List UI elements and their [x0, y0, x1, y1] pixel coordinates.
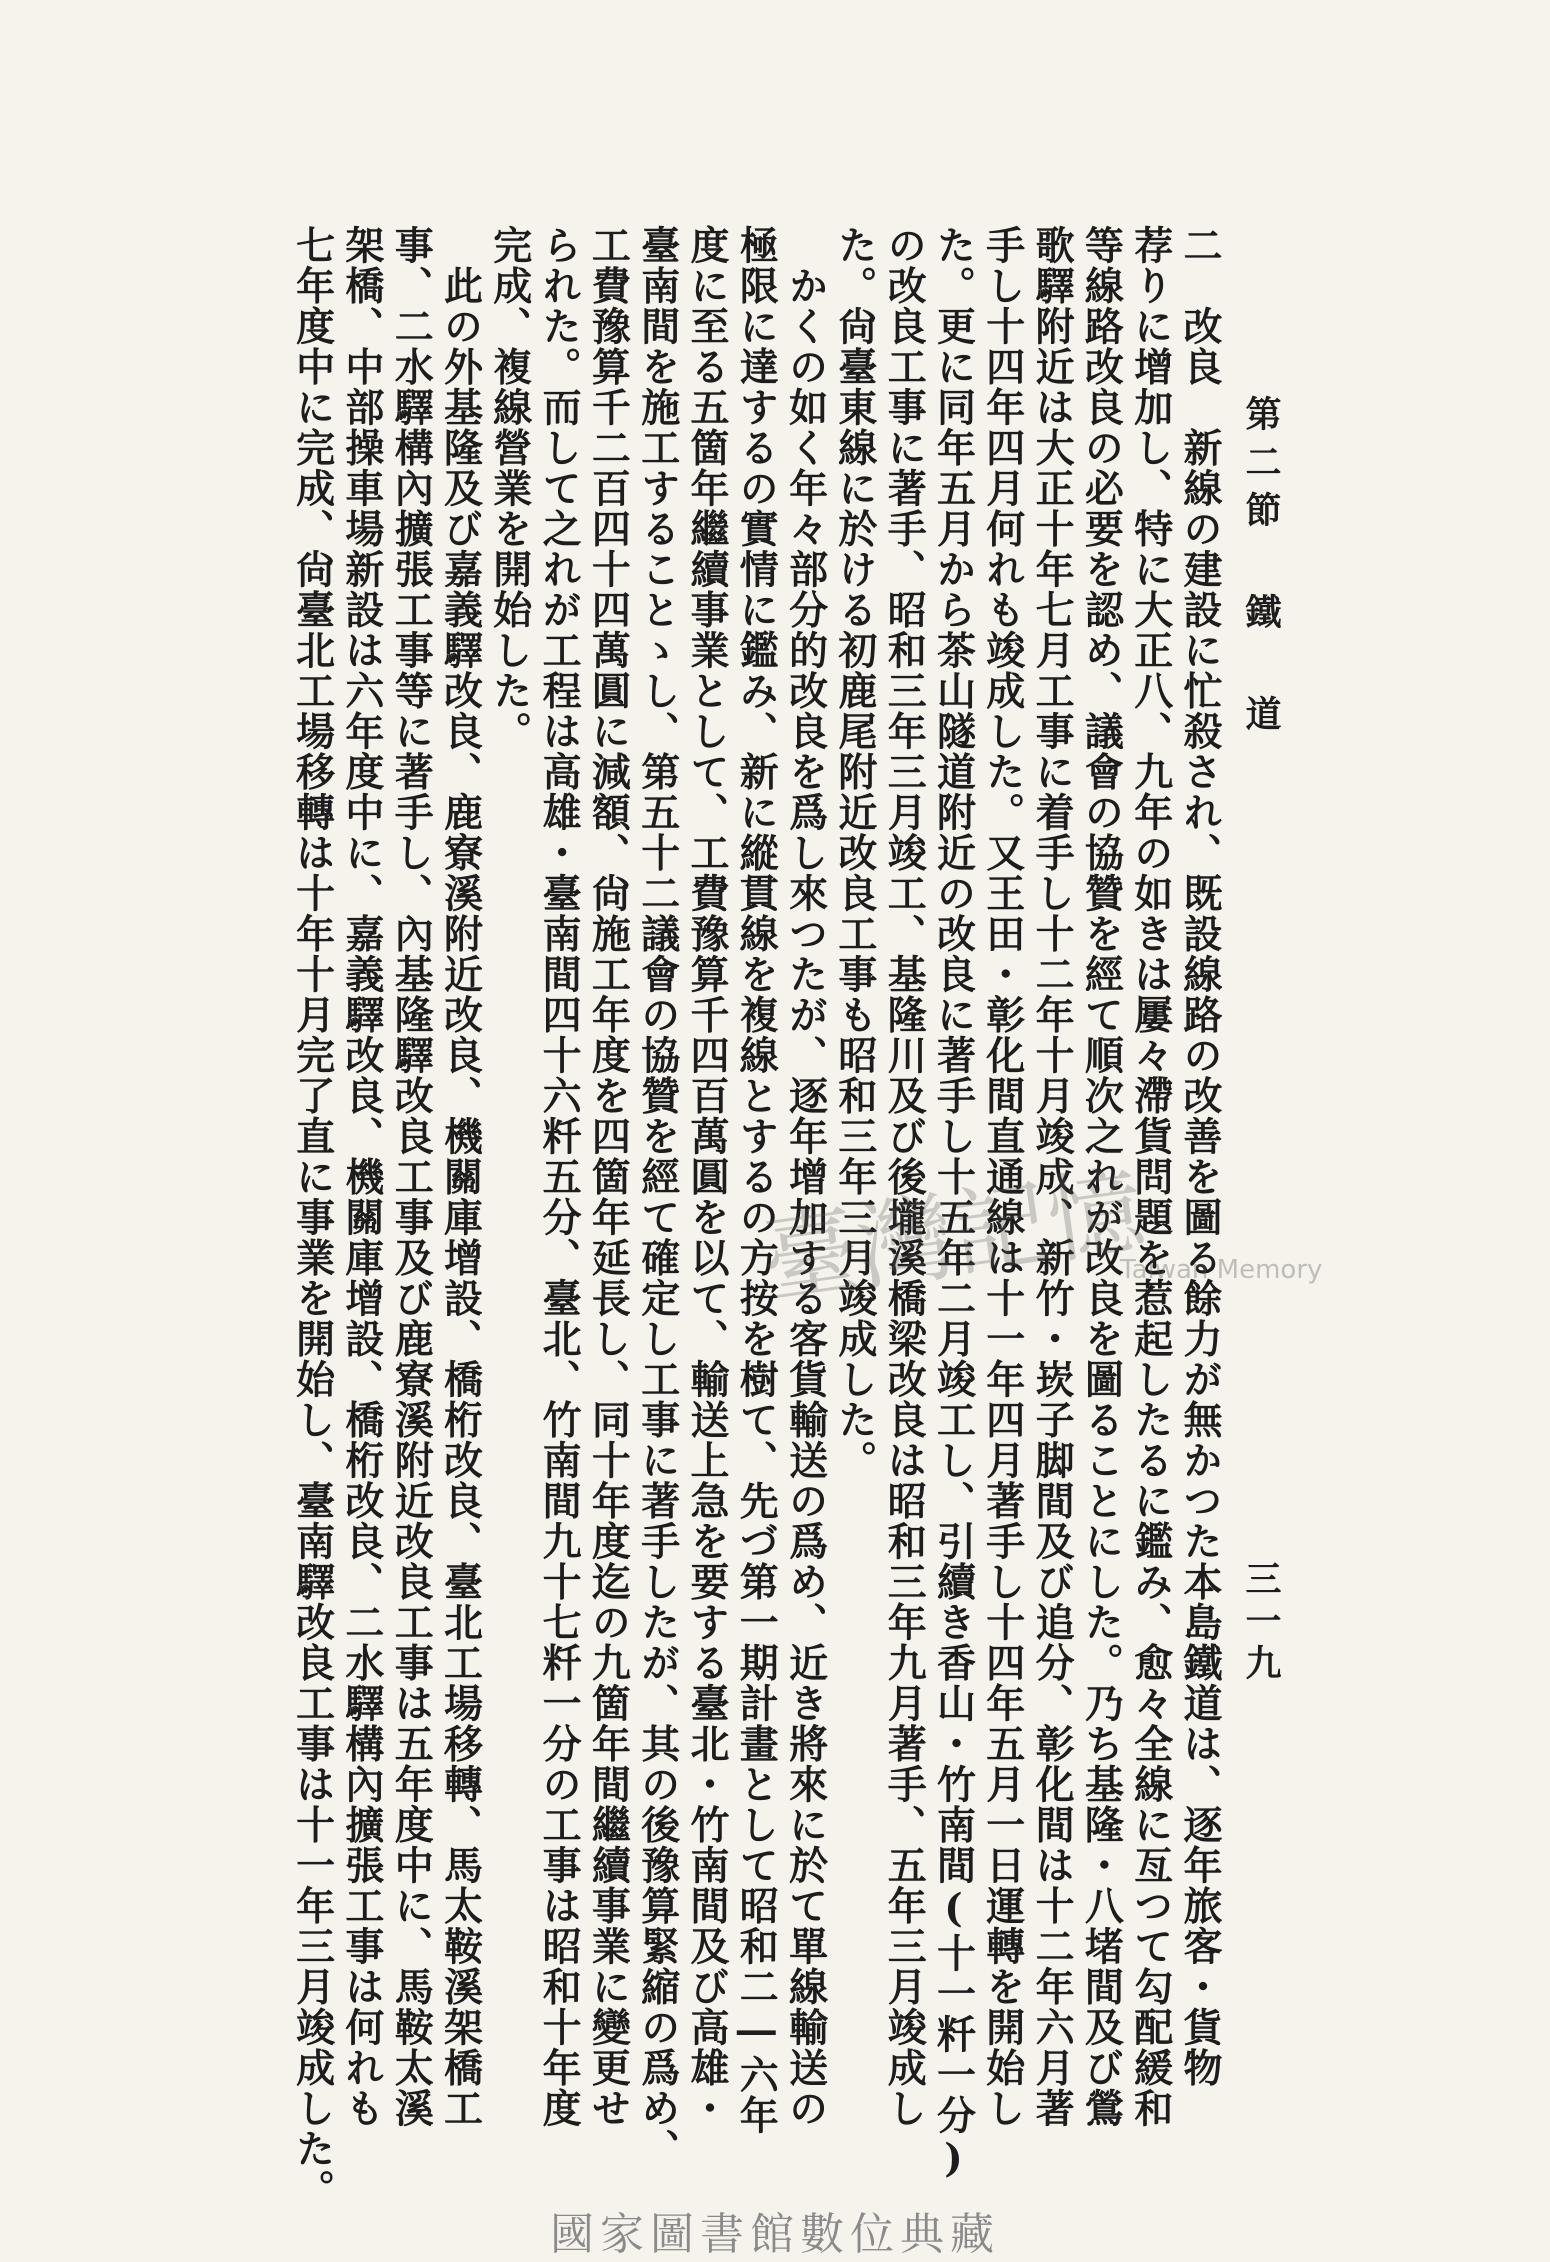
page-number: 三一九 [1240, 1560, 1282, 1686]
section-header: 第二節 鐵 道 [1240, 395, 1282, 743]
text-column: 此の外基隆及び嘉義驛改良、鹿寮溪附近改良、機關庫增設、橋桁改良、臺北工場移轉、馬太鞍溪架橋工 [437, 225, 484, 2129]
text-column: かくの如く年々部分的改良を爲し來つたが、逐年增加する客貨輸送の爲め、近き將來に於て單線輸送の [782, 225, 829, 2129]
watermark-logo: 臺灣記憶 [755, 1153, 1151, 1319]
text-column: 度に至る五箇年繼續事業として、工費豫算千四百萬圓を以て、輸送上急を要する臺北・竹南間及び高雄・ [684, 225, 730, 2129]
text-column: 荐りに增加し、特に大正八、九年の如きは屢々滯貨問題を惹起したるに鑑み、愈々全線に亙つて勾配緩和 [1127, 225, 1174, 2129]
text-column: 歌驛附近は大正十年七月工事に着手し十二年十月竣成、新竹・崁子脚間及び追分、彰化間は十二年六月著 [1029, 225, 1076, 2129]
text-column: 工費豫算千二百四十四萬圓に減額、尙施工年度を四箇年延長し、同十年度迄の九箇年間繼續事業に變更せ [585, 225, 632, 2129]
text-column: 二 改良 新線の建設に忙殺され、既設線路の改善を圖る餘力が無かつた本島鐵道は、逐年旅客・貨物 [1177, 225, 1223, 2088]
text-column: 臺南間を施工することゝし、第五十二議會の協贊を經て確定し工事に著手したが、其の後豫算緊縮の爲め、 [634, 225, 681, 2169]
watermark-subtext: Taiwan Memory [1120, 1255, 1323, 1285]
footer-credit: 國家圖書館數位典藏 [550, 2209, 1000, 2260]
text-column: た。更に同年五月から茶山隧道附近の改良に著手し十五年二月竣工し、引續き香山・竹南間(十一粁一分) [930, 225, 977, 2183]
text-column: 極限に達するの實情に鑑み、新に縱貫線を複線とするの方按を樹て、先づ第一期計畫として昭和二―六年 [733, 225, 780, 2136]
text-column: 等線路改良の必要を認め、議會の協贊を經て順次之れが改良を圖ることにした。乃ち基隆・八堵間及び鶯 [1078, 225, 1125, 2129]
text-column: られた。而して之れが工程は高雄・臺南間四十六粁五分、臺北、竹南間九十七粁一分の工事は昭和十年度 [536, 225, 583, 2129]
text-column: 完成、複線營業を開始した。 [486, 225, 533, 752]
text-column: 七年度中に完成、尙臺北工場移轉は十年十月完了直に事業を開始し、臺南驛改良工事は十一年三月竣成した。 [289, 225, 336, 2210]
text-column: 手し十四年四月何れも竣成した。又王田・彰化間直通線は十一年四月著手し十四年五月一日運轉を開始し [979, 225, 1026, 2129]
text-column: 架橋、中部操車場新設は六年度中に、嘉義驛改良、機關庫增設、橋桁改良、二水驛構內擴張工事は何れも [338, 225, 385, 2129]
text-column: た。尙臺東線に於ける初鹿尾附近改良工事も昭和三年三月竣成した。 [831, 225, 878, 1481]
text-column: の改良工事に著手、昭和三年三月竣工、基隆川及び後壠溪橋梁改良は昭和三年九月著手、五年三月竣成し [881, 225, 928, 2129]
text-column: 事、二水驛構內擴張工事等に著手し、內基隆驛改良工事及び鹿寮溪附近改良工事は五年度中に、馬鞍太溪 [388, 225, 435, 2129]
